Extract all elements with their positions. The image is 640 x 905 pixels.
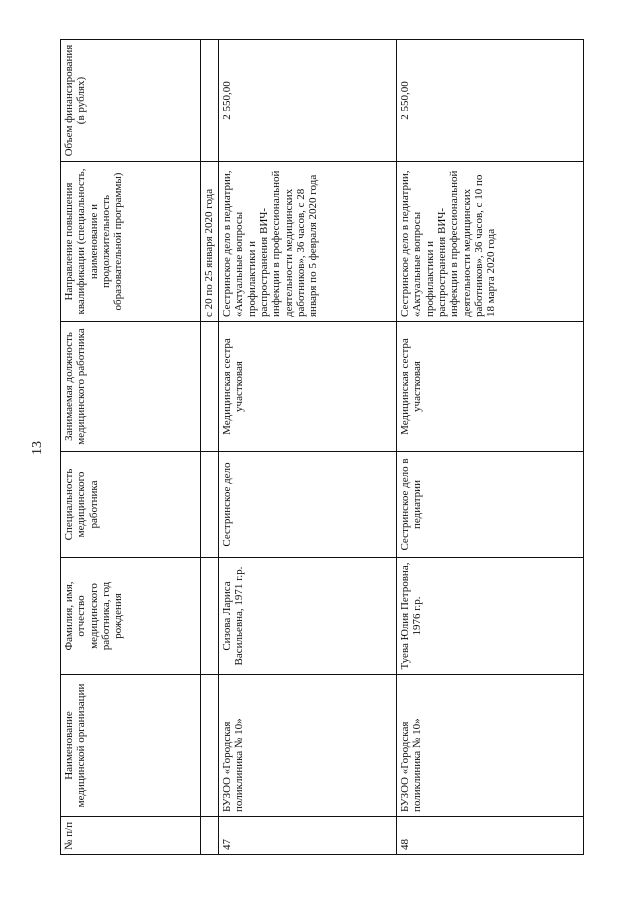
cont-name bbox=[201, 558, 219, 675]
qualification-table bbox=[60, 39, 584, 855]
cont-amount bbox=[201, 40, 219, 162]
cont-org bbox=[201, 675, 219, 817]
cont-num bbox=[201, 817, 219, 855]
row-specialty: Сестринское дело в педиатрии bbox=[397, 452, 584, 558]
row-course: Сестринское дело в педиатрии, «Актуальные вопросы профилактики и распространения ВИЧ-инфекции в профессиональной деятельности медицинских работников», 36 часов, с 28 января по 5 февраля 2020 года bbox=[219, 162, 397, 322]
row-course: Сестринское дело в педиатрии, «Актуальные вопросы профилактики и распространения ВИЧ-инфекции в профессиональной деятельности медицинских работников», 36 часов, с 10 по 18 марта 2020 года bbox=[397, 162, 584, 322]
header-position: Занимаемая должность медицинского работника bbox=[61, 322, 201, 452]
header-course: Направление повышения квалификации (специальность, наименование и продолжительность образовательной программы) bbox=[61, 162, 201, 322]
row-position: Медицинская сестра участковая bbox=[397, 322, 584, 452]
row-amount: 2 550,00 bbox=[397, 40, 584, 162]
table-row bbox=[397, 40, 584, 855]
page-number: 13 bbox=[30, 441, 45, 455]
cont-specialty bbox=[201, 452, 219, 558]
table-header-row bbox=[61, 40, 201, 855]
header-org: Наименование медицинской организации bbox=[61, 675, 201, 817]
cont-position bbox=[201, 322, 219, 452]
row-name: Сизова Лариса Васильевна, 1971 г.р. bbox=[219, 558, 397, 675]
row-num: 47 bbox=[219, 817, 397, 855]
row-name: Туева Юлия Петровна, 1976 г.р. bbox=[397, 558, 584, 675]
row-specialty: Сестринское дело bbox=[219, 452, 397, 558]
row-org: БУЗОО «Городская поликлиника № 10» bbox=[397, 675, 584, 817]
table-container bbox=[60, 40, 640, 850]
rotated-page-content bbox=[60, 40, 583, 855]
row-amount: 2 550,00 bbox=[219, 40, 397, 162]
continuation-row bbox=[201, 40, 219, 855]
row-position: Медицинская сестра участковая bbox=[219, 322, 397, 452]
table-row bbox=[219, 40, 397, 855]
row-num: 48 bbox=[397, 817, 584, 855]
header-specialty: Специальность медицинского работника bbox=[61, 452, 201, 558]
cont-course: с 20 по 25 января 2020 года bbox=[201, 162, 219, 322]
header-name: Фамилия, имя, отчество медицинского работника, год рождения bbox=[61, 558, 201, 675]
header-num: № п/п bbox=[61, 817, 201, 855]
header-amount: Объем финансирования (в рублях) bbox=[61, 40, 201, 162]
row-org: БУЗОО «Городская поликлиника № 10» bbox=[219, 675, 397, 817]
